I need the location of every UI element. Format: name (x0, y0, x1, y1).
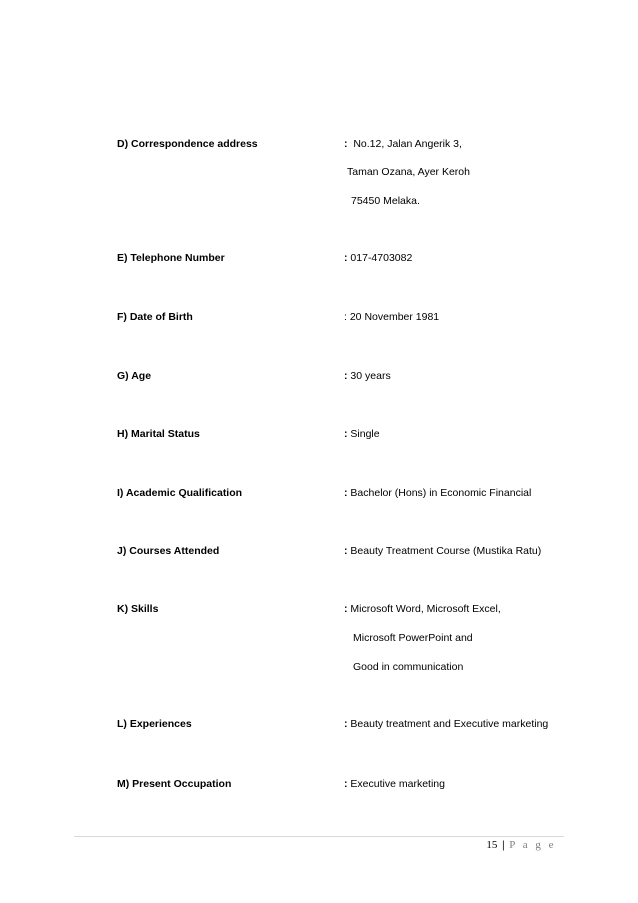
field-value (344, 776, 445, 792)
page-footer (486, 838, 556, 852)
field-telephone-number (0, 250, 638, 266)
footer-divider (74, 836, 564, 837)
field-label: F) Date of Birth (117, 311, 193, 323)
field-label: G) Age (117, 370, 152, 382)
page-number: 15 (486, 839, 498, 851)
field-value-text: Single (350, 428, 380, 440)
field-value (344, 136, 462, 152)
field-value (344, 368, 391, 384)
field-value-text: Beauty Treatment Course (Mustika Ratu) (350, 545, 542, 557)
field-age (0, 368, 638, 384)
field-colon: : (344, 778, 348, 790)
address-line-3: 75450 Melaka. (351, 195, 420, 207)
field-label: D) Correspondence address (117, 138, 258, 150)
field-value (344, 601, 501, 617)
field-colon: : (344, 603, 348, 615)
field-label: K) Skills (117, 603, 159, 615)
field-value-text: 017-4703082 (350, 252, 413, 264)
field-value-text: 30 years (350, 370, 391, 382)
field-colon: : (344, 138, 348, 150)
field-colon: : (344, 545, 348, 557)
field-colon: : (344, 718, 348, 730)
field-colon: : (344, 370, 348, 382)
field-value (344, 543, 541, 559)
address-line-2: Taman Ozana, Ayer Keroh (347, 166, 470, 178)
field-date-of-birth (0, 309, 638, 325)
field-courses-attended (0, 543, 638, 559)
field-value-text: Bachelor (Hons) in Economic Financial (350, 487, 532, 499)
field-label: L) Experiences (117, 718, 192, 730)
field-value-text: No.12, Jalan Angerik 3, (353, 138, 462, 150)
skills-line-2: Microsoft PowerPoint and (353, 632, 473, 644)
field-present-occupation (0, 776, 638, 792)
field-label: E) Telephone Number (117, 252, 225, 264)
field-value (344, 250, 412, 266)
field-label: J) Courses Attended (117, 545, 220, 557)
field-colon: : (344, 487, 348, 499)
field-value (344, 716, 548, 732)
field-label: H) Marital Status (117, 428, 200, 440)
field-colon: : (344, 428, 348, 440)
field-value (344, 426, 380, 442)
field-correspondence-address (0, 136, 638, 152)
footer-separator: | (502, 839, 505, 851)
field-value-text: Microsoft Word, Microsoft Excel, (350, 603, 501, 615)
field-value-text: 20 November 1981 (349, 311, 440, 323)
field-label: M) Present Occupation (117, 778, 232, 790)
field-value-text: Beauty treatment and Executive marketing (350, 718, 549, 730)
field-academic-qualification (0, 485, 638, 501)
field-colon: : (344, 252, 348, 264)
field-marital-status (0, 426, 638, 442)
field-value (344, 485, 531, 501)
field-colon: : (344, 311, 347, 323)
field-value-text: Executive marketing (350, 778, 445, 790)
page-word: P a g e (509, 839, 556, 851)
field-label: I) Academic Qualification (117, 487, 243, 499)
skills-line-3: Good in communication (353, 661, 464, 673)
field-skills (0, 601, 638, 617)
field-value (344, 309, 439, 325)
field-experiences (0, 716, 638, 732)
